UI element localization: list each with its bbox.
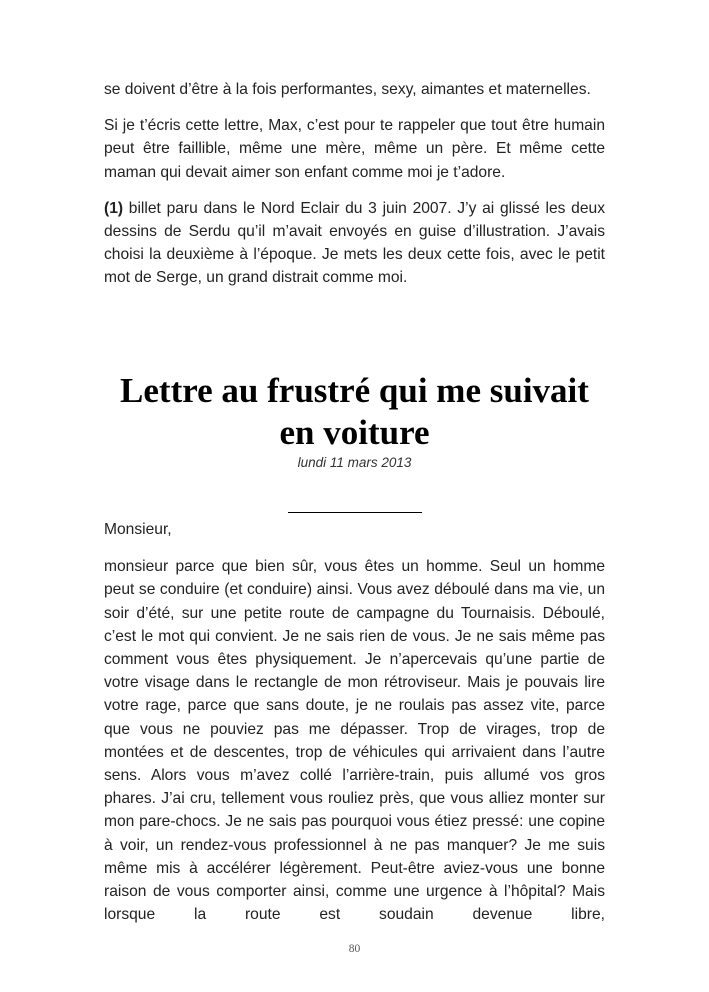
footnote (104, 197, 605, 290)
page-number: 80 (348, 943, 361, 955)
chapter-title-line-2: en voiture (279, 413, 430, 452)
letter-block (104, 518, 605, 926)
letter-body: monsieur parce que bien sûr, vous êtes un homme. Seul un homme peut se conduire (et conduire) ainsi. Vous avez déboulé dans ma vie, un soir d’été, sur une petite route de campagne du Tournaisis. Déboulé, c’est le mot qui convient. Je ne sais rien de vous. Je ne sais même pas comment vous êtes physiquement. Je n’apercevais qu’une partie de votre visage dans le rectangle de mon rétroviseur. Mais je pouvais lire votre rage, parce que sans doute, je ne roulais pas assez vite, parce que vous ne pouviez pas me dépasser. Trop de virages, trop de montées et de descentes, trop de véhicules qui arrivaient dans l’autre sens. Alors vous m’avez collé l’arrière-train, puis allumé vos gros phares. J’ai cru, tellement vous rouliez près, que vous alliez monter sur mon pare-chocs. Je ne sais pas pourquoi vous étiez pressé: une copine à voir, un rendez-vous professionnel à ne pas manquer? Je me suis même mis à accélérer légèrement. Peut-être aviez-vous une bonne raison de vous comporter ainsi, comme une urgence à l’hôpital? Mais lorsque la route est soudain devenue libre, (104, 558, 605, 924)
footnote-ref: (1) (104, 199, 124, 217)
chapter-title (0, 370, 709, 454)
paragraph-letter-reason: Si je t’écris cette lettre, Max, c’est pour te rappeler que tout être humain peut être faillible, même une mère, même un père. Et même cette maman qui devait aimer son enfant comme moi je t’adore. (104, 117, 605, 181)
separator-rule (288, 512, 422, 513)
paragraph-continuation: se doivent d’être à la fois performantes, sexy, aimantes et maternelles. (104, 81, 591, 98)
letter-salutation: Monsieur, (104, 521, 172, 538)
footnote-text: billet paru dans le Nord Eclair du 3 juin 2007. J’y ai glissé les deux dessins de Serdu qu’il m’avait envoyés en guise d’illustration. J’avais choisi la deuxième à l’époque. Je mets les deux cette fois, avec le petit mot de Serge, un grand distrait comme moi. (104, 199, 605, 287)
chapter-date: lundi 11 mars 2013 (297, 455, 412, 470)
chapter-title-line-1: Lettre au frustré qui me suivait (120, 371, 589, 410)
top-text-block (104, 78, 605, 290)
